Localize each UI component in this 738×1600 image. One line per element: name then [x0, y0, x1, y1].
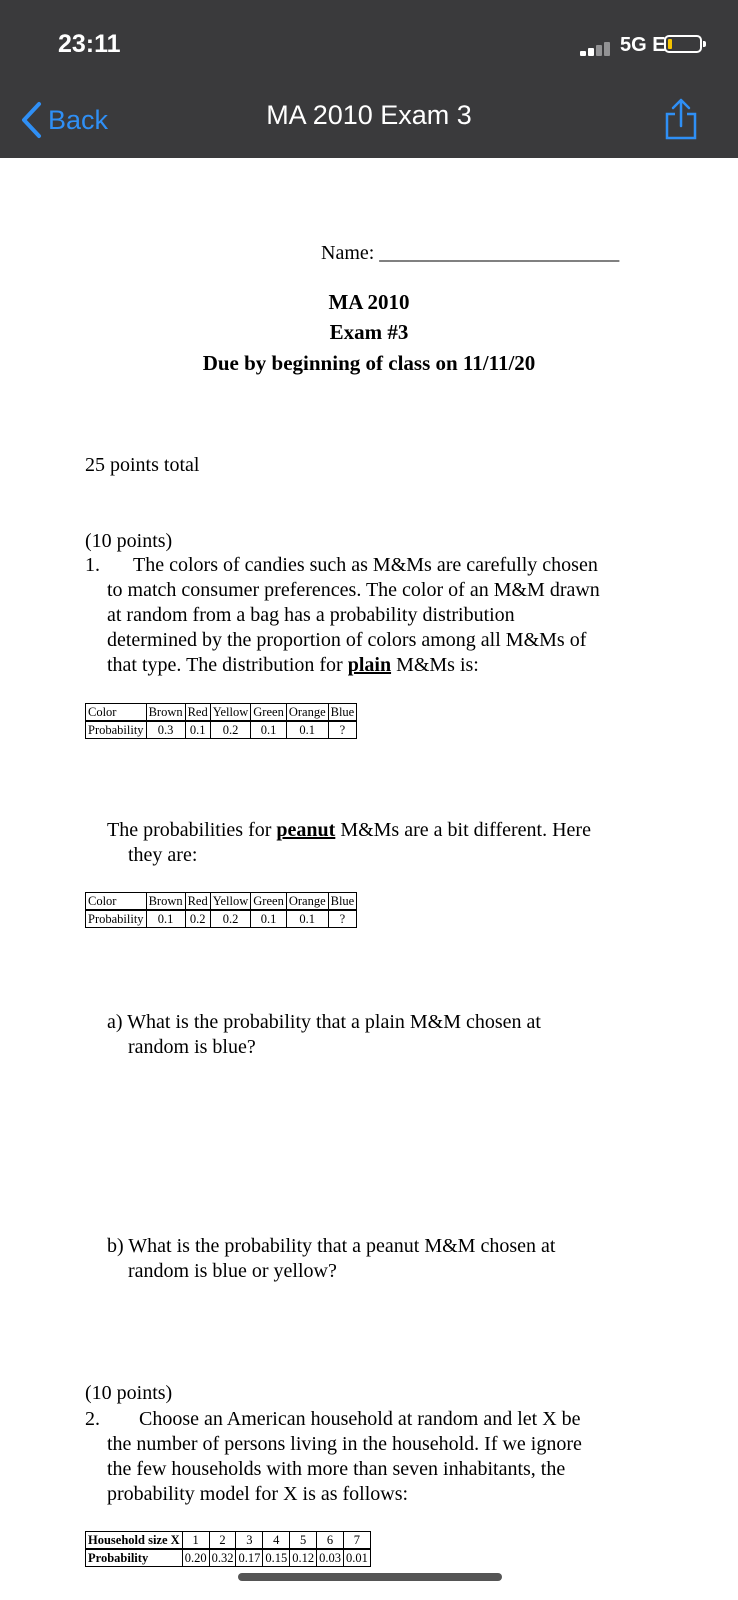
table-cell: 0.1	[251, 910, 287, 928]
table-row	[86, 1532, 371, 1550]
table-cell: 0.1	[146, 910, 185, 928]
table-cell: ?	[328, 721, 357, 739]
table-row	[86, 910, 357, 928]
table-cell: 7	[343, 1532, 370, 1550]
table-cell: 0.1	[286, 721, 328, 739]
table-cell: Blue	[328, 893, 357, 911]
table-cell: 1	[182, 1532, 209, 1550]
table-cell: 6	[317, 1532, 344, 1550]
table-cell: Blue	[328, 704, 357, 722]
home-indicator[interactable]	[238, 1573, 502, 1581]
table-cell: Yellow	[210, 893, 251, 911]
q2-number: 2.	[85, 1408, 100, 1430]
table-cell: Yellow	[210, 704, 251, 722]
q2-line: Choose an American household at random and let X be	[139, 1408, 581, 1430]
q1-number: 1.	[85, 554, 100, 576]
q1-line: that type. The distribution for plain M&Ms is:	[107, 654, 479, 676]
table-row	[86, 1549, 371, 1567]
table-cell: Orange	[286, 704, 328, 722]
name-field: Name: ________________________	[321, 242, 620, 264]
course-title: MA 2010	[328, 290, 410, 314]
table-cell: 0.1	[251, 721, 287, 739]
table-cell: 0.1	[286, 910, 328, 928]
table-cell: Probability	[86, 910, 147, 928]
household-probability-table	[85, 1531, 371, 1567]
table-cell: Red	[185, 704, 210, 722]
peanut-probability-table	[85, 892, 357, 928]
table-cell: 0.1	[185, 721, 210, 739]
table-row	[86, 704, 357, 722]
peanut-intro-line2: they are:	[128, 844, 198, 866]
q2-line: the number of persons living in the household. If we ignore	[107, 1433, 582, 1455]
table-cell: 2	[209, 1532, 236, 1550]
table-cell: Color	[86, 893, 147, 911]
table-cell: Orange	[286, 893, 328, 911]
battery-icon	[664, 35, 702, 53]
share-icon	[663, 96, 699, 142]
q1b-text: random is blue or yellow?	[128, 1260, 337, 1282]
plain-emphasis: plain	[347, 654, 392, 676]
status-time: 23:11	[58, 30, 121, 58]
exam-title: Exam #3	[329, 320, 409, 344]
peanut-intro: The probabilities for peanut M&Ms are a bit different. Here	[107, 819, 591, 841]
table-row	[86, 721, 357, 739]
table-cell: Brown	[146, 893, 185, 911]
table-cell: 4	[263, 1532, 290, 1550]
peanut-emphasis: peanut	[276, 819, 336, 841]
document-page[interactable]	[0, 158, 738, 1600]
table-cell: 0.2	[185, 910, 210, 928]
q1a-text: random is blue?	[128, 1036, 256, 1058]
table-cell: Probability	[86, 1549, 183, 1567]
table-cell: Green	[251, 893, 287, 911]
table-cell: 5	[290, 1532, 317, 1550]
table-cell: 0.32	[209, 1549, 236, 1567]
q1-points: (10 points)	[85, 530, 173, 552]
q1-line: to match consumer preferences. The color of an M&M drawn	[107, 579, 600, 601]
plain-probability-table	[85, 703, 357, 739]
q1a-text: a) What is the probability that a plain M&M chosen at	[107, 1011, 541, 1033]
due-date: Due by beginning of class on 11/11/20	[202, 351, 536, 375]
network-type: 5G E	[620, 34, 666, 56]
table-cell: 0.12	[290, 1549, 317, 1567]
share-button[interactable]	[663, 96, 699, 142]
q2-line: the few households with more than seven inhabitants, the	[107, 1458, 566, 1480]
table-cell: Brown	[146, 704, 185, 722]
table-cell: 0.15	[263, 1549, 290, 1567]
q1-line: The colors of candies such as M&Ms are carefully chosen	[133, 554, 598, 576]
q1-line: determined by the proportion of colors among all M&Ms of	[107, 629, 587, 651]
points-total: 25 points total	[85, 454, 200, 476]
table-cell: Probability	[86, 721, 147, 739]
q2-points: (10 points)	[85, 1382, 173, 1404]
q1-line: at random from a bag has a probability distribution	[107, 604, 515, 626]
nav-bar	[0, 92, 738, 158]
back-label: Back	[48, 104, 109, 135]
table-cell: Red	[185, 893, 210, 911]
table-cell: ?	[328, 910, 357, 928]
table-cell: Green	[251, 704, 287, 722]
q2-line: probability model for X is as follows:	[107, 1483, 409, 1505]
signal-icon	[580, 40, 614, 56]
table-cell: 0.3	[146, 721, 185, 739]
table-cell: 0.17	[236, 1549, 263, 1567]
table-cell: 0.2	[210, 910, 251, 928]
q1b-text: b) What is the probability that a peanut M&M chosen at	[107, 1235, 556, 1257]
table-row	[86, 893, 357, 911]
table-cell: Household size X	[86, 1532, 183, 1550]
table-cell: 0.20	[182, 1549, 209, 1567]
table-cell: 0.01	[343, 1549, 370, 1567]
nav-title: MA 2010 Exam 3	[266, 100, 472, 130]
table-cell: 0.03	[317, 1549, 344, 1567]
table-cell: Color	[86, 704, 147, 722]
table-cell: 0.2	[210, 721, 251, 739]
table-cell: 3	[236, 1532, 263, 1550]
status-bar	[0, 0, 738, 92]
